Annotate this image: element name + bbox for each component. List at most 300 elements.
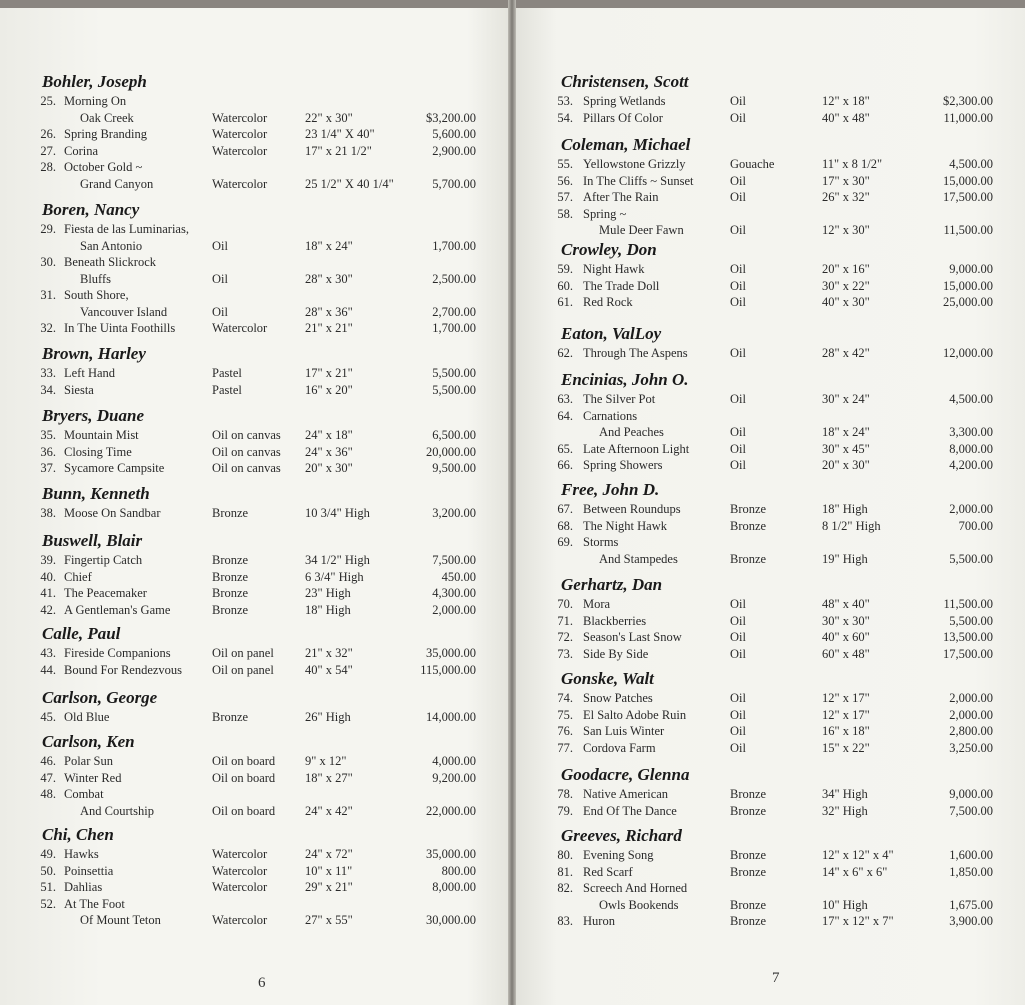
artwork-size: 22" x 30" [305,110,353,125]
artwork-medium: Oil [730,630,746,644]
artwork-size: 17" x 21" [305,366,353,380]
artwork-size: 15" x 22" [822,740,870,755]
artwork-medium: Oil on board [212,754,276,768]
artwork-medium: Bronze [212,506,249,520]
artwork-title: Chief [64,569,92,584]
artwork-title: Mountain Mist [64,428,139,442]
entry-number: 82. [557,881,573,895]
artwork-price: 2,800.00 [949,724,993,738]
artwork-title: Fingertip Catch [64,553,143,567]
artwork-price: 11,500.00 [943,597,993,611]
artist-name: Greeves, Richard [561,826,682,845]
artist-name: Brown, Harley [42,344,146,363]
artwork-title: Evening Song [583,848,654,862]
artwork-size: 30" x 22" [822,278,870,293]
entry-number: 54. [557,110,573,125]
artwork-title: Huron [583,914,615,928]
artist-name: Gonske, Walt [561,669,654,688]
artwork-title: Yellowstone Grizzly [583,157,686,171]
artwork-medium: Oil [730,262,746,276]
artwork-price: $2,300.00 [943,94,993,108]
artwork-title: Dahlias [64,880,103,894]
page-number: 6 [258,975,266,991]
entry-number: 66. [557,458,573,472]
artwork-price: 3,900.00 [949,914,993,928]
entry-number: 60. [557,278,573,293]
artwork-size: 18" x 24" [822,425,870,439]
entry-number: 39. [40,553,56,567]
artwork-price: 35,000.00 [426,847,476,861]
artwork-size: 20" x 16" [822,262,870,276]
entry-number: 44. [40,662,56,677]
artwork-price: 11,500.00 [943,223,993,237]
entry-number: 68. [557,518,573,533]
entry-number: 31. [40,288,56,302]
artwork-medium: Bronze [730,787,767,801]
artwork-size: 18" x 24" [305,238,353,253]
artwork-size: 34" High [822,787,868,801]
artwork-price: 1,600.00 [949,848,993,862]
entry-number: 53. [557,94,573,108]
artwork-medium: Oil on canvas [212,428,281,442]
artwork-title: The Peacemaker [64,586,147,600]
entry-number: 52. [40,896,56,911]
artwork-title: Pillars Of Color [583,110,663,125]
artwork-title: Vancouver Island [80,304,168,319]
entry-number: 69. [557,535,573,549]
artwork-size: 28" x 36" [305,304,353,319]
artwork-title: Mora [583,597,611,611]
artwork-size: 18" High [822,502,868,516]
entry-number: 78. [557,787,573,801]
artwork-title: After The Rain [583,190,659,204]
artwork-medium: Bronze [730,897,767,912]
artist-name: Bohler, Joseph [42,72,147,91]
artwork-price: 1,700.00 [432,238,476,253]
artwork-title: Carnations [583,408,638,423]
artwork-size: 30" x 30" [822,613,870,628]
artwork-medium: Oil [730,724,746,738]
artwork-size: 18" High [305,602,351,617]
artwork-medium: Bronze [730,914,767,928]
artwork-medium: Oil [730,425,746,439]
entry-number: 63. [557,392,573,406]
entry-number: 48. [40,787,56,801]
artwork-title: Oak Creek [80,110,134,125]
artwork-price: 800.00 [441,863,476,878]
artwork-price: 4,300.00 [432,586,476,600]
artwork-title: Polar Sun [64,754,113,768]
artwork-title: Sycamore Campsite [64,461,165,475]
artwork-medium: Gouache [730,157,775,171]
artwork-price: 15,000.00 [943,278,993,293]
artwork-medium: Watercolor [212,110,268,125]
artwork-size: 24" x 18" [305,428,353,442]
artist-name: Gerhartz, Dan [561,575,663,594]
artwork-price: 15,000.00 [943,173,993,188]
artwork-medium: Oil [730,646,746,661]
artist-name: Goodacre, Glenna [561,765,690,784]
page-number: 7 [772,970,780,986]
artwork-price: 5,500.00 [432,382,476,397]
artwork-medium: Bronze [730,803,767,818]
artwork-title: Between Roundups [583,502,681,516]
artwork-price: 2,700.00 [432,304,476,319]
artwork-medium: Oil [212,304,228,319]
artwork-medium: Oil [212,271,228,286]
artwork-price: 9,000.00 [949,262,993,276]
artwork-title: Corina [64,143,99,158]
artwork-size: 26" High [305,710,351,724]
entry-number: 83. [557,914,573,928]
entry-number: 26. [40,127,56,141]
artwork-size: 12" x 17" [822,691,870,705]
artwork-medium: Oil on canvas [212,461,281,475]
artwork-title: Fiesta de las Luminarias, [64,222,189,236]
artwork-price: $3,200.00 [426,110,476,125]
artwork-medium: Oil [730,613,746,628]
artwork-title: And Peaches [599,425,664,439]
artwork-medium: Oil [730,740,746,755]
artwork-title: Siesta [64,382,94,397]
artwork-medium: Bronze [212,569,249,584]
artwork-size: 20" x 30" [305,461,353,475]
artwork-title: Blackberries [583,613,647,628]
artwork-medium: Bronze [212,602,249,617]
artwork-price: 4,000.00 [432,754,476,768]
artwork-price: 2,000.00 [432,602,476,617]
artwork-title: The Silver Pot [583,392,656,406]
artwork-price: 9,500.00 [432,461,476,475]
entry-number: 36. [40,444,56,459]
artwork-size: 17" x 30" [822,173,870,188]
artwork-price: 9,200.00 [432,770,476,785]
artwork-size: 8 1/2" High [822,518,881,533]
artwork-price: 8,000.00 [949,441,993,456]
entry-number: 67. [557,502,573,516]
artwork-title: Bound For Rendezvous [64,662,183,677]
artwork-size: 16" x 20" [305,382,353,397]
entry-number: 42. [40,602,56,617]
artwork-size: 12" x 12" x 4" [822,848,894,862]
artwork-title: Storms [583,535,619,549]
entry-number: 47. [40,770,56,785]
artwork-medium: Watercolor [212,847,268,861]
artist-name: Bryers, Duane [42,406,145,425]
artwork-title: South Shore, [64,288,129,302]
entry-number: 34. [40,382,56,397]
artwork-title: Spring Showers [583,458,663,472]
artist-name: Bunn, Kenneth [42,484,150,503]
artwork-price: 4,500.00 [949,392,993,406]
artwork-title: Season's Last Snow [583,630,682,644]
entry-number: 46. [40,754,56,768]
entry-number: 72. [557,630,573,644]
entry-number: 74. [557,691,573,705]
entry-number: 64. [557,408,573,423]
entry-number: 38. [40,506,56,520]
artwork-size: 34 1/2" High [305,553,370,567]
artwork-title: El Salto Adobe Ruin [583,707,687,722]
artwork-size: 24" x 36" [305,444,353,459]
artwork-medium: Oil [730,441,746,456]
artwork-title: San Antonio [80,238,143,253]
artwork-price: 2,000.00 [949,691,993,705]
artwork-title: In The Cliffs ~ Sunset [583,173,694,188]
artwork-title: The Night Hawk [583,518,668,533]
artwork-medium: Oil [730,223,746,237]
artwork-price: 25,000.00 [943,295,993,309]
artwork-size: 40" x 54" [305,662,353,677]
entry-number: 29. [40,222,56,236]
artwork-title: Night Hawk [583,262,645,276]
artwork-medium: Pastel [212,382,242,397]
artwork-medium: Oil [730,458,746,472]
entry-number: 80. [557,848,573,862]
entry-number: 28. [40,160,56,174]
artwork-price: 5,500.00 [949,613,993,628]
artwork-price: 3,300.00 [949,425,993,439]
artwork-title: A Gentleman's Game [64,602,171,617]
artwork-title: Mule Deer Fawn [599,223,684,237]
artwork-price: 7,500.00 [432,553,476,567]
artwork-title: Through The Aspens [583,346,688,360]
artwork-size: 29" x 21" [305,880,353,894]
entry-number: 35. [40,428,56,442]
artwork-price: 17,500.00 [943,190,993,204]
artist-name: Carlson, George [42,688,158,707]
entry-number: 79. [557,803,573,818]
artwork-size: 30" x 45" [822,441,870,456]
artwork-medium: Bronze [730,551,767,566]
artwork-price: 1,675.00 [949,897,993,912]
entry-number: 59. [557,262,573,276]
artwork-medium: Oil on panel [212,646,274,660]
artwork-size: 40" x 48" [822,110,870,125]
artwork-title: Spring ~ [583,206,627,221]
artwork-title: Cordova Farm [583,740,656,755]
artwork-size: 12" x 17" [822,707,870,722]
book-gutter [508,0,516,1005]
artwork-medium: Oil on board [212,770,276,785]
artwork-price: 1,850.00 [949,864,993,879]
artwork-size: 20" x 30" [822,458,870,472]
artwork-size: 6 3/4" High [305,569,364,584]
artwork-price: 30,000.00 [426,913,476,927]
artist-name: Boren, Nancy [42,200,140,219]
entry-number: 43. [40,646,56,660]
artwork-title: Closing Time [64,444,132,459]
artist-name: Coleman, Michael [561,135,691,154]
artwork-title: Morning On [64,94,127,108]
artwork-price: 2,000.00 [949,502,993,516]
artwork-price: 2,900.00 [432,143,476,158]
artwork-size: 10 3/4" High [305,506,370,520]
entry-number: 27. [40,143,56,158]
artwork-size: 24" x 72" [305,847,353,861]
entry-number: 57. [557,190,573,204]
artwork-size: 19" High [822,551,868,566]
artwork-price: 22,000.00 [426,803,476,818]
entry-number: 75. [557,707,573,722]
artwork-medium: Bronze [730,518,767,533]
artwork-size: 25 1/2" X 40 1/4" [305,176,394,191]
artwork-title: Of Mount Teton [80,913,161,927]
artwork-medium: Oil [730,691,746,705]
entry-number: 58. [557,206,573,221]
artwork-size: 32" High [822,803,868,818]
artwork-size: 17" x 12" x 7" [822,914,894,928]
entry-number: 62. [557,346,573,360]
artwork-title: Red Scarf [583,864,633,879]
artwork-title: In The Uinta Foothills [64,321,176,335]
entry-number: 33. [40,366,56,380]
artwork-title: Beneath Slickrock [64,255,156,269]
artwork-medium: Bronze [730,864,767,879]
artwork-title: Side By Side [583,646,649,661]
artwork-title: Red Rock [583,295,633,309]
artwork-size: 16" x 18" [822,724,870,738]
artwork-price: 13,500.00 [943,630,993,644]
artwork-size: 10" High [822,897,868,912]
artwork-title: Bluffs [80,271,112,286]
artwork-size: 21" x 21" [305,321,353,335]
artist-name: Eaton, ValLoy [561,324,662,343]
artwork-medium: Oil [730,278,746,293]
entry-number: 55. [557,157,573,171]
artwork-medium: Bronze [212,586,249,600]
artwork-size: 60" x 48" [822,646,870,661]
artwork-medium: Oil on board [212,803,276,818]
artwork-title: Poinsettia [64,863,114,878]
entry-number: 76. [557,724,573,738]
artwork-medium: Oil [730,392,746,406]
artwork-price: 5,500.00 [949,551,993,566]
artwork-size: 11" x 8 1/2" [822,157,883,171]
artwork-title: October Gold ~ [64,160,143,174]
artwork-title: Old Blue [64,710,110,724]
entry-number: 56. [557,173,573,188]
artwork-price: 2,500.00 [432,271,476,286]
artwork-title: Combat [64,787,104,801]
artwork-title: Spring Wetlands [583,94,666,108]
artwork-size: 14" x 6" x 6" [822,864,888,879]
artist-name: Calle, Paul [42,624,121,643]
artwork-medium: Bronze [730,502,767,516]
artwork-title: Late Afternoon Light [583,441,690,456]
artist-name: Carlson, Ken [42,732,135,751]
entry-number: 25. [40,94,56,108]
artwork-title: Left Hand [64,366,116,380]
artwork-medium: Oil [730,707,746,722]
artwork-price: 5,700.00 [432,176,476,191]
artwork-medium: Oil [730,190,746,204]
artwork-size: 18" x 27" [305,770,353,785]
artwork-price: 20,000.00 [426,444,476,459]
artwork-size: 30" x 24" [822,392,870,406]
entry-number: 77. [557,740,573,755]
artwork-price: 14,000.00 [426,710,476,724]
artwork-price: 4,500.00 [949,157,993,171]
entry-number: 81. [557,864,573,879]
artwork-medium: Bronze [212,553,249,567]
artwork-price: 11,000.00 [943,110,993,125]
entry-number: 40. [40,569,56,584]
artwork-price: 700.00 [958,518,993,533]
artwork-size: 28" x 30" [305,271,353,286]
entry-number: 71. [557,613,573,628]
artwork-medium: Watercolor [212,127,268,141]
artwork-medium: Watercolor [212,143,268,158]
entry-number: 70. [557,597,573,611]
artwork-title: Native American [583,787,669,801]
artwork-size: 23 1/4" X 40" [305,127,375,141]
left-page [0,8,508,1005]
artwork-price: 4,200.00 [949,458,993,472]
artwork-medium: Oil [730,597,746,611]
right-page [516,8,1025,1005]
artwork-size: 40" x 30" [822,295,870,309]
artwork-size: 12" x 30" [822,223,870,237]
artwork-size: 9" x 12" [305,754,347,768]
artwork-medium: Oil [730,295,746,309]
artwork-price: 2,000.00 [949,707,993,722]
artwork-price: 3,200.00 [432,506,476,520]
entry-number: 49. [40,847,56,861]
artwork-size: 10" x 11" [305,863,353,878]
artwork-medium: Bronze [212,710,249,724]
artwork-medium: Watercolor [212,176,268,191]
entry-number: 61. [557,295,573,309]
entry-number: 30. [40,255,56,269]
entry-number: 45. [40,710,56,724]
artist-name: Chi, Chen [42,825,114,844]
artwork-title: Snow Patches [583,691,653,705]
artwork-size: 12" x 18" [822,94,870,108]
artwork-price: 7,500.00 [949,803,993,818]
artist-name: Christensen, Scott [561,72,689,91]
artwork-size: 24" x 42" [305,803,353,818]
artwork-price: 6,500.00 [432,428,476,442]
artwork-price: 450.00 [441,569,476,584]
artist-name: Encinias, John O. [561,370,689,389]
artwork-title: Hawks [64,847,99,861]
artwork-price: 5,500.00 [432,366,476,380]
artwork-size: 48" x 40" [822,597,870,611]
artwork-title: At The Foot [64,896,125,911]
artwork-title: Winter Red [64,770,122,785]
artwork-title: Grand Canyon [80,176,154,191]
artist-name: Free, John D. [561,480,660,499]
artwork-medium: Watercolor [212,321,268,335]
artwork-price: 12,000.00 [943,346,993,360]
artwork-title: End Of The Dance [583,803,677,818]
artwork-medium: Watercolor [212,863,268,878]
artwork-title: And Stampedes [599,551,678,566]
artwork-price: 1,700.00 [432,321,476,335]
artwork-size: 26" x 32" [822,190,870,204]
artwork-medium: Oil [730,346,746,360]
entry-number: 37. [40,461,56,475]
artwork-price: 17,500.00 [943,646,993,661]
artwork-size: 28" x 42" [822,346,870,360]
artwork-title: Screech And Horned [583,881,688,895]
artwork-medium: Pastel [212,366,242,380]
artwork-medium: Oil [730,173,746,188]
artwork-medium: Oil [730,110,746,125]
entry-number: 51. [40,880,56,894]
artwork-medium: Watercolor [212,913,268,927]
